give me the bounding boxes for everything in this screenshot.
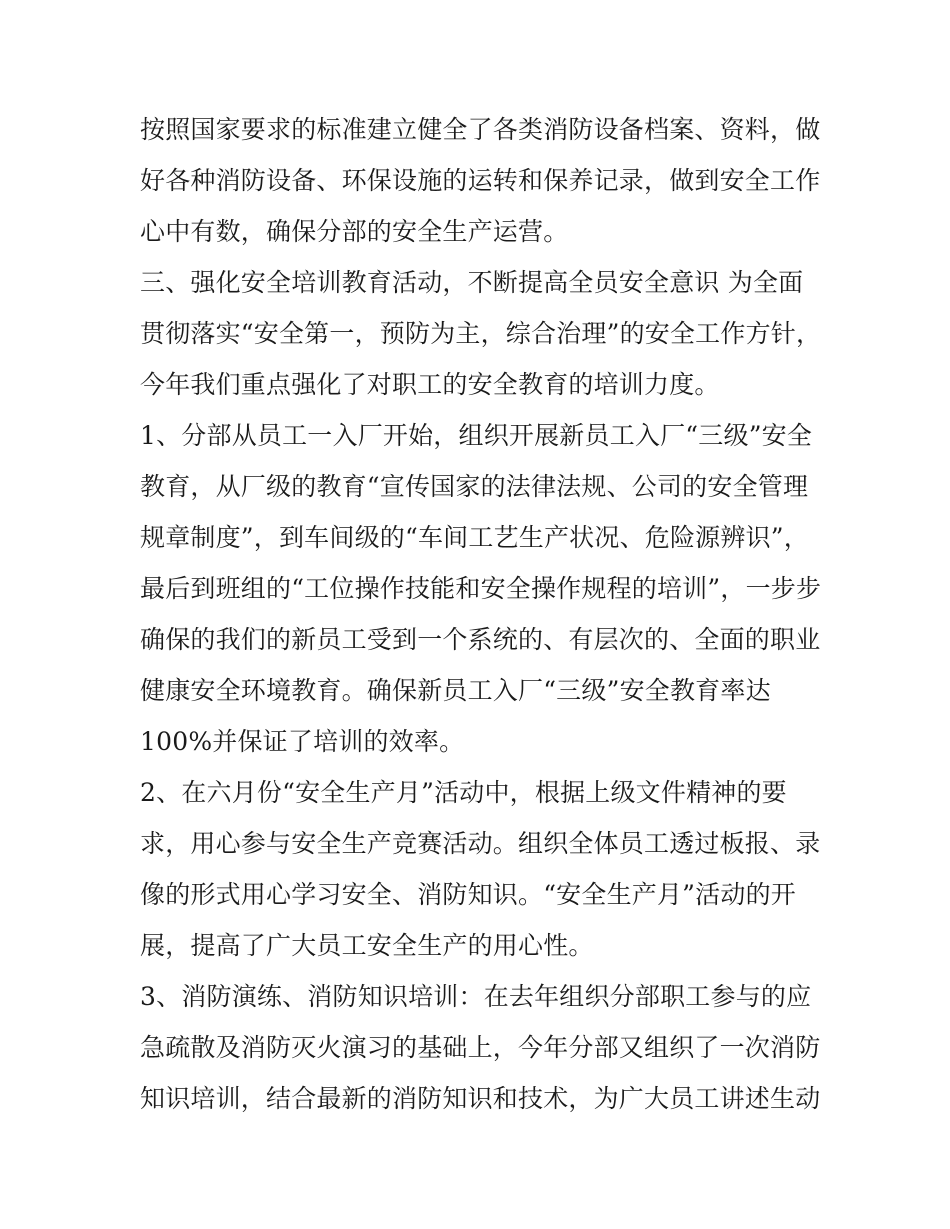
text-line: 知识培训，结合最新的消防知识和技术，为广大员工讲述生动 bbox=[140, 1084, 821, 1113]
text-line: 急疏散及消防灭火演习的基础上，今年分部又组织了一次消防 bbox=[140, 1033, 821, 1062]
text-line: 展，提高了广大员工安全生产的用心性。 bbox=[140, 931, 594, 960]
text-line: 心中有数，确保分部的安全生产运营。 bbox=[140, 217, 569, 246]
text-line: 按照国家要求的标准建立健全了各类消防设备档案、资料，做 bbox=[140, 115, 821, 144]
text-line: 2、在六月份“安全生产月”活动中，根据上级文件精神的要 bbox=[140, 778, 787, 807]
text-line: 贯彻落实“安全第一，预防为主，综合治理”的安全工作方针， bbox=[140, 319, 822, 348]
section-heading: 三、强化安全培训教育活动，不断提高全员安全意识 为全面 bbox=[140, 268, 804, 297]
text-line: 100%并保证了培训的效率。 bbox=[140, 727, 465, 756]
text-line: 3、消防演练、消防知识培训：在去年组织分部职工参与的应 bbox=[140, 982, 812, 1011]
text-line: 确保的我们的新员工受到一个系统的、有层次的、全面的职业 bbox=[140, 625, 821, 654]
text-line: 求，用心参与安全生产竞赛活动。组织全体员工透过板报、录 bbox=[140, 829, 821, 858]
text-line: 1、分部从员工一入厂开始，组织开展新员工入厂“三级”安全 bbox=[140, 421, 813, 450]
text-line: 健康安全环境教育。确保新员工入厂“三级”安全教育率达 bbox=[140, 676, 771, 705]
text-line: 好各种消防设备、环保设施的运转和保养记录，做到安全工作 bbox=[140, 166, 821, 195]
text-line: 今年我们重点强化了对职工的安全教育的培训力度。 bbox=[140, 370, 720, 399]
text-line: 像的形式用心学习安全、消防知识。“安全生产月”活动的开 bbox=[140, 880, 796, 909]
text-line: 规章制度”，到车间级的“车间工艺生产状况、危险源辨识”， bbox=[140, 523, 809, 552]
text-line: 最后到班组的“工位操作技能和安全操作规程的培训”，一步步 bbox=[140, 574, 822, 603]
text-line: 教育，从厂级的教育“宣传国家的法律法规、公司的安全管理 bbox=[140, 472, 809, 501]
